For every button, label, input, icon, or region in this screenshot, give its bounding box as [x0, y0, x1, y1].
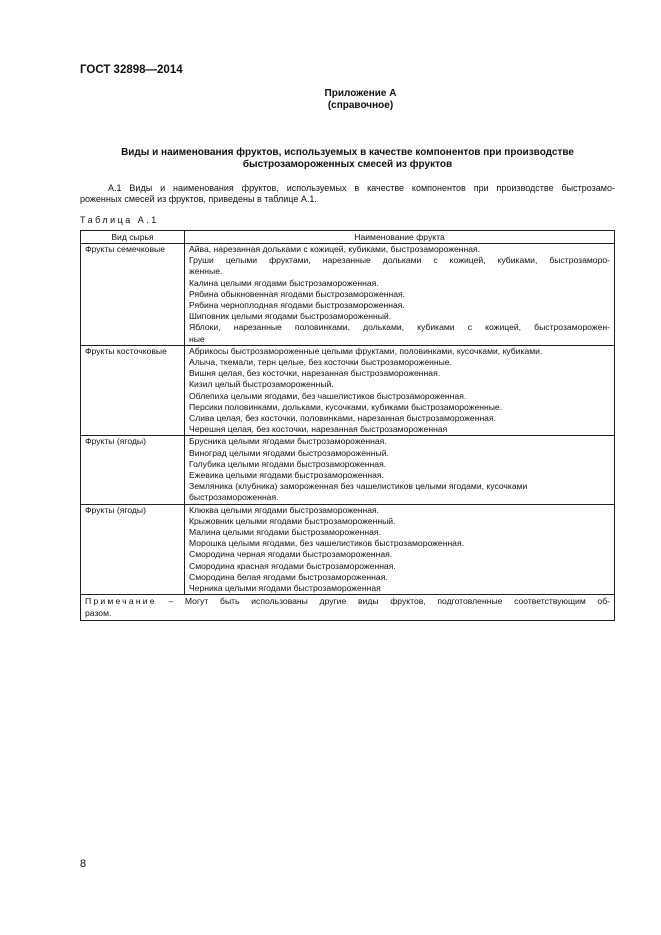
raw-material-type-cell: Фрукты (ягоды) — [81, 436, 185, 504]
fruit-names-cell — [185, 504, 615, 595]
fruit-name-line: быстрозамороженная. — [189, 492, 279, 503]
table-header-row — [81, 231, 615, 244]
fruit-name-line: ные — [189, 333, 205, 344]
fruit-name-line: Яблоки, нарезанные половинками, дольками, кубиками с кожицей, быстрозаморожен- — [189, 322, 610, 333]
fruit-name-line: Кизил целый быстрозамороженный. — [189, 379, 334, 390]
note-label: Примечание — [85, 596, 157, 607]
fruit-name-line: Малина целыми ягодами быстрозамороженная. — [189, 527, 381, 538]
table-note-row — [81, 595, 615, 620]
fruit-name-line: Смородина красная ягодами быстрозамороженная. — [189, 560, 396, 571]
fruit-name-line: женные. — [189, 266, 223, 277]
appendix-title: Приложение А — [324, 88, 397, 99]
fruit-name-line: Черешня целая, без косточки, нарезанная быстрозамороженная — [189, 424, 448, 435]
fruit-name-line: Абрикосы быстрозамороженные целыми фруктами, половинками, кусочками, кубиками. — [189, 345, 543, 356]
table-row — [81, 345, 615, 436]
fruit-name-line: Айва, нарезанная дольками с кожицей, кубиками, быстрозамороженная. — [189, 244, 481, 254]
fruit-name-line: Клюква целыми ягодами быстрозамороженная. — [189, 504, 380, 515]
fruit-name-line: Ежевика целыми ягодами быстрозамороженная. — [189, 470, 384, 481]
fruit-name-line: Слива целая, без косточки, половинками, нарезанная быстрозамороженная. — [189, 413, 497, 424]
fruit-name-line: Крыжовник целыми ягодами быстрозамороженный. — [189, 515, 396, 526]
note-text-line-2: разом. — [85, 607, 112, 618]
raw-material-type-cell: Фрукты косточковые — [81, 345, 185, 436]
fruit-name-line: Вишня целая, без косточки, нарезанная быстрозамороженная. — [189, 368, 441, 379]
section-title-line-1: Виды и наименования фруктов, используемых в качестве компонентов при производстве — [121, 147, 574, 158]
fruit-name-line: Рябина обыкновенная ягодами быстрозамороженная. — [189, 288, 406, 299]
fruit-name-line: Облепиха целыми ягодами, без чашелистиков быстрозамороженная. — [189, 390, 467, 401]
note-line-1 — [85, 596, 610, 607]
fruit-names-cell — [185, 244, 615, 346]
table-body — [81, 244, 615, 595]
section-title-line-2: быстрозамороженных смесей из фруктов — [242, 159, 453, 170]
header-fruit-name: Наименование фрукта — [185, 231, 615, 244]
note-text-line-1: – Могут быть использованы другие виды фруктов, подготовленные соответствующим об- — [168, 596, 610, 607]
fruit-names-cell — [185, 345, 615, 436]
fruit-name-line: Морошка целыми ягодами, без чашелистиков быстрозамороженная. — [189, 538, 465, 549]
fruit-name-line: Земляника (клубника) замороженная без чашелистиков целыми ягодами, кусочками — [189, 481, 528, 492]
fruit-names-cell — [185, 436, 615, 504]
fruit-name-line: Брусника целыми ягодами быстрозамороженная. — [189, 436, 387, 447]
fruit-name-line: Голубика целыми ягодами быстрозамороженная. — [189, 458, 387, 469]
table-row — [81, 436, 615, 504]
fruit-name-line: Смородина черная ягодами быстрозамороженная. — [189, 549, 393, 560]
fruit-name-line: Шиповник целыми ягодами быстрозамороженный. — [189, 311, 392, 322]
appendix-subtitle: (справочное) — [327, 100, 394, 111]
fruit-types-table — [80, 230, 615, 621]
raw-material-type-cell: Фрукты (ягоды) — [81, 504, 185, 595]
raw-material-type-cell: Фрукты семечковые — [81, 244, 185, 346]
table-caption: Таблица А.1 — [80, 215, 159, 225]
intro-paragraph-line-2: роженных смесей из фруктов, приведены в таблице А.1. — [80, 194, 317, 204]
fruit-name-line: Персики половинками, дольками, кусочками, кубиками быстрозамороженные. — [189, 401, 503, 412]
page-number: 8 — [80, 858, 87, 870]
fruit-name-line: Алыча, ткемали, терн целые, без косточки быстрозамороженные. — [189, 357, 452, 368]
table-row — [81, 504, 615, 595]
header-raw-material-type: Вид сырья — [81, 231, 185, 244]
intro-paragraph-line-1: А.1 Виды и наименования фруктов, используемых в качестве компонентов при производстве быстрозамо- — [108, 183, 615, 193]
fruit-name-line: Черника целыми ягодами быстрозамороженная — [189, 583, 381, 594]
document-code: ГОСТ 32898—2014 — [80, 64, 183, 76]
fruit-name-line: Калина целыми ягодами быстрозамороженная. — [189, 277, 379, 288]
fruit-name-line: Рябина черноплодная ягодами быстрозамороженная. — [189, 300, 405, 311]
fruit-name-line: Груши целыми фруктами, нарезанные дольками с кожицей, кубиками, быстрозаморо- — [189, 255, 610, 266]
fruit-name-line: Виноград целыми ягодами быстрозамороженный. — [189, 447, 389, 458]
table-row — [81, 244, 615, 346]
table-note — [81, 595, 615, 620]
fruit-name-line: Смородина белая ягодами быстрозамороженная. — [189, 571, 388, 582]
